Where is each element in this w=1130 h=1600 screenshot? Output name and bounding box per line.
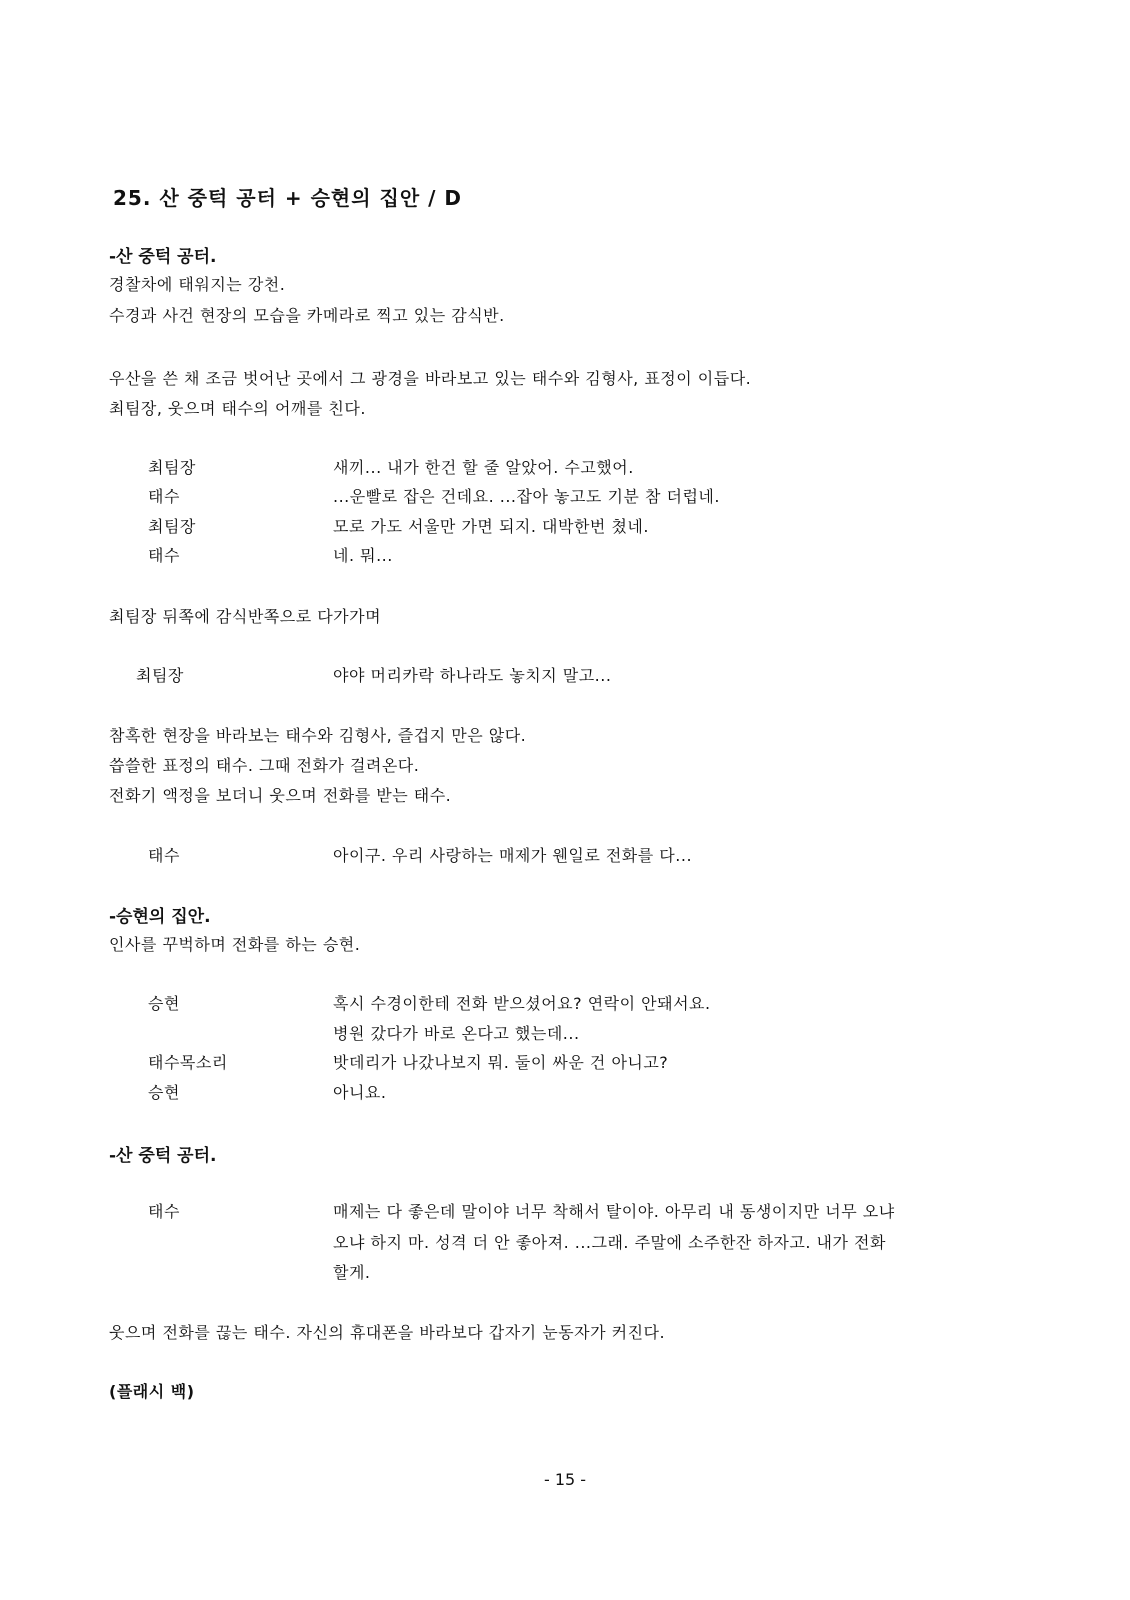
action-line: 우산을 쓴 채 조금 벗어난 곳에서 그 광경을 바라보고 있는 태수와 김형사, 표정이 이듭다. — [109, 369, 752, 388]
scene-heading: -산 중턱 공터. — [109, 1146, 217, 1166]
dialogue-speaker: 최팀장 — [136, 666, 184, 685]
dialogue-speaker: 태수목소리 — [148, 1053, 228, 1072]
action-line: 전화기 액정을 보더니 웃으며 전화를 받는 태수. — [109, 786, 452, 805]
scene-title: 25. 산 중턱 공터 + 승현의 집안 / D — [113, 186, 462, 210]
dialogue-speaker: 태수 — [148, 487, 180, 506]
action-line: 최팀장, 웃으며 태수의 어깨를 친다. — [109, 399, 366, 418]
dialogue-speaker: 승현 — [148, 1083, 180, 1102]
action-line: 참혹한 현장을 바라보는 태수와 김형사, 즐겁지 만은 않다. — [109, 726, 527, 745]
dialogue-line: 새끼... 내가 한건 할 줄 알았어. 수고했어. — [333, 458, 634, 477]
action-line: 최팀장 뒤쪽에 감식반쪽으로 다가가며 — [109, 607, 382, 626]
dialogue-line: 네. 뭐... — [333, 546, 393, 565]
action-line: 경찰차에 태워지는 강천. — [109, 275, 286, 294]
dialogue-line: 아이구. 우리 사랑하는 매제가 웬일로 전화를 다... — [333, 846, 693, 865]
action-line: 인사를 꾸벅하며 전화를 하는 승현. — [109, 935, 361, 954]
dialogue-line: 모로 가도 서울만 가면 되지. 대박한번 쳤네. — [333, 517, 649, 536]
flashback-note: (플래시 백) — [109, 1382, 195, 1401]
dialogue-speaker: 승현 — [148, 994, 180, 1013]
dialogue-speaker: 최팀장 — [148, 458, 196, 477]
dialogue-line: 아니요. — [333, 1083, 387, 1102]
dialogue-line: 야야 머리카락 하나라도 놓치지 말고... — [333, 666, 612, 685]
dialogue-line: 혹시 수경이한테 전화 받으셨어요? 연락이 안돼서요. — [333, 994, 711, 1013]
action-line: 수경과 사건 현장의 모습을 카메라로 찍고 있는 감식반. — [109, 306, 505, 325]
dialogue-speaker: 최팀장 — [148, 517, 196, 536]
dialogue-speaker: 태수 — [148, 1202, 180, 1221]
dialogue-line: 병원 갔다가 바로 온다고 했는데... — [333, 1024, 580, 1043]
dialogue-speaker: 태수 — [148, 546, 180, 565]
dialogue-line: 오냐 하지 마. 성격 더 안 좋아져. ...그래. 주말에 소주한잔 하자고. 내가 전화 — [333, 1233, 886, 1252]
dialogue-line: 매제는 다 좋은데 말이야 너무 착해서 탈이야. 아무리 내 동생이지만 너무 오냐 — [333, 1202, 895, 1221]
dialogue-line: 할게. — [333, 1263, 371, 1282]
dialogue-line: ...운빨로 잡은 건데요. ...잡아 놓고도 기분 참 더럽네. — [333, 487, 720, 506]
scene-heading: -산 중턱 공터. — [109, 247, 217, 267]
dialogue-line: 밧데리가 나갔나보지 뭐. 둘이 싸운 건 아니고? — [333, 1053, 669, 1072]
dialogue-speaker: 태수 — [148, 846, 180, 865]
page-number: - 15 - — [543, 1470, 587, 1489]
action-line: 씁쓸한 표정의 태수. 그때 전화가 걸려온다. — [109, 756, 420, 775]
scene-heading: -승현의 집안. — [109, 907, 211, 927]
action-line: 웃으며 전화를 끊는 태수. 자신의 휴대폰을 바라보다 갑자기 눈동자가 커진다. — [109, 1323, 666, 1342]
